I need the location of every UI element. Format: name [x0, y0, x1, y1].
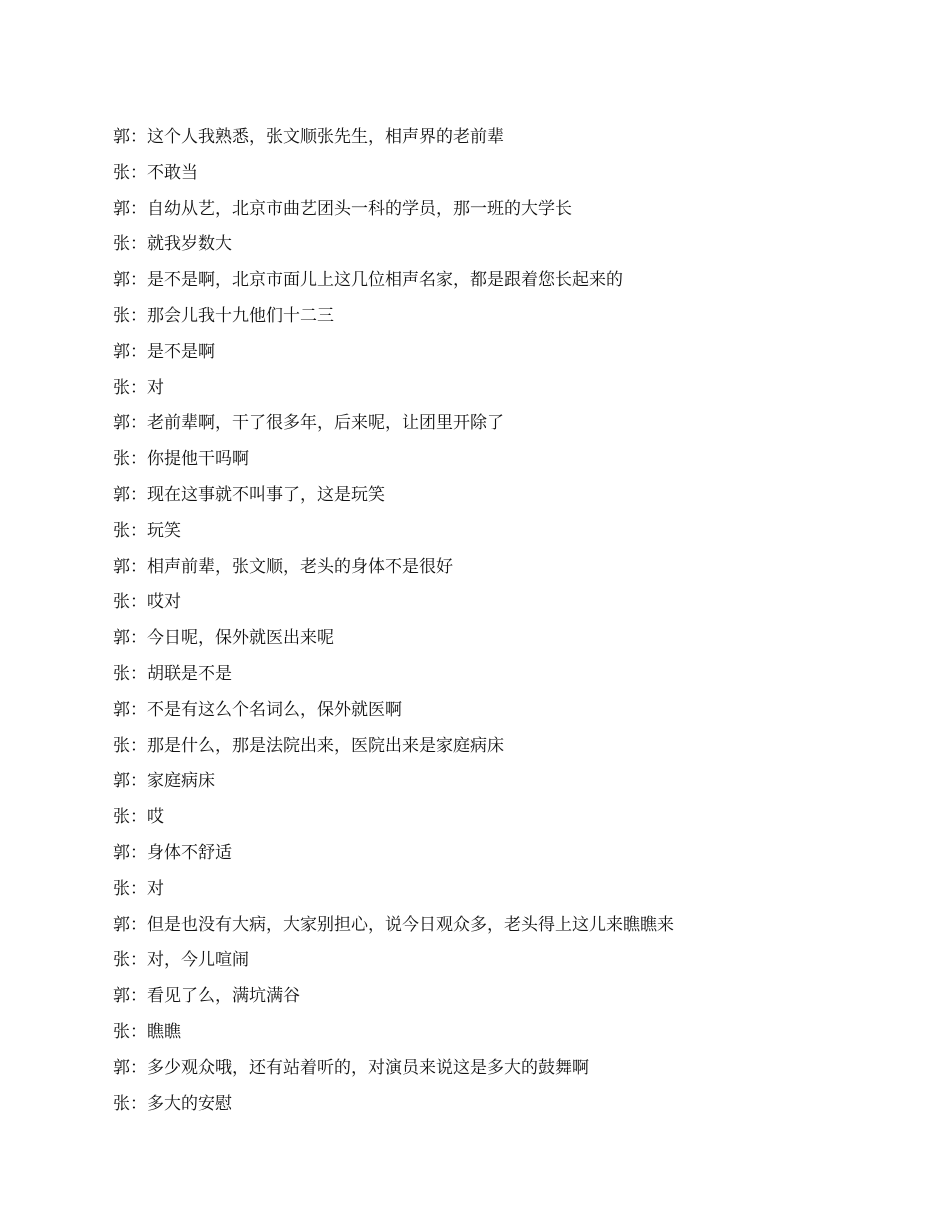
- dialogue-line: [113, 448, 893, 484]
- speaker-separator: ：: [130, 377, 147, 398]
- dialogue-line: [113, 591, 893, 627]
- speaker-separator: ：: [130, 520, 147, 541]
- dialogue-line: [113, 305, 893, 341]
- dialogue-line: [113, 663, 893, 699]
- dialogue-line: [113, 198, 893, 234]
- speaker-name: 郭: [113, 270, 130, 291]
- speaker-name: 郭: [113, 556, 130, 577]
- speaker-separator: ：: [130, 1021, 147, 1042]
- speaker-name: 张: [113, 162, 130, 183]
- speaker-separator: ：: [130, 305, 147, 326]
- speaker-name: 张: [113, 520, 130, 541]
- line-text: 那会儿我十九他们十二三: [147, 305, 334, 326]
- dialogue-line: [113, 269, 893, 305]
- line-text: 不是有这么个名词么，保外就医啊: [147, 699, 402, 720]
- line-text: 家庭病床: [147, 771, 215, 792]
- line-text: 看见了么，满坑满谷: [147, 986, 300, 1007]
- line-text: 自幼从艺，北京市曲艺团头一科的学员，那一班的大学长: [147, 198, 572, 219]
- line-text: 老前辈啊，干了很多年，后来呢，让团里开除了: [147, 413, 504, 434]
- speaker-separator: ：: [130, 556, 147, 577]
- line-text: 瞧瞧: [147, 1021, 181, 1042]
- speaker-name: 张: [113, 1021, 130, 1042]
- speaker-separator: ：: [130, 449, 147, 470]
- speaker-separator: ：: [130, 341, 147, 362]
- speaker-separator: ：: [130, 628, 147, 649]
- speaker-separator: ：: [130, 1093, 147, 1114]
- dialogue-line: [113, 878, 893, 914]
- line-text: 那是什么，那是法院出来，医院出来是家庭病床: [147, 735, 504, 756]
- speaker-separator: ：: [130, 484, 147, 505]
- dialogue-line: [113, 770, 893, 806]
- dialogue-line: [113, 377, 893, 413]
- speaker-separator: ：: [130, 771, 147, 792]
- line-text: 对: [147, 878, 164, 899]
- line-text: 多少观众哦，还有站着听的，对演员来说这是多大的鼓舞啊: [147, 1057, 589, 1078]
- speaker-name: 郭: [113, 842, 130, 863]
- line-text: 是不是啊: [147, 341, 215, 362]
- speaker-name: 郭: [113, 341, 130, 362]
- line-text: 玩笑: [147, 520, 181, 541]
- speaker-name: 郭: [113, 699, 130, 720]
- speaker-name: 郭: [113, 127, 130, 147]
- dialogue-line: [113, 1021, 893, 1057]
- speaker-separator: ：: [130, 986, 147, 1007]
- line-text: 哎: [147, 807, 164, 828]
- speaker-name: 郭: [113, 1057, 130, 1078]
- speaker-name: 张: [113, 663, 130, 684]
- dialogue-line: [113, 556, 893, 592]
- speaker-separator: ：: [130, 234, 147, 255]
- dialogue-line: [113, 1093, 893, 1129]
- speaker-name: 张: [113, 1093, 130, 1114]
- dialogue-line: [113, 341, 893, 377]
- dialogue-line: [113, 627, 893, 663]
- line-text: 这个人我熟悉，张文顺张先生，相声界的老前辈: [147, 127, 504, 147]
- line-text: 身体不舒适: [147, 842, 232, 863]
- speaker-name: 郭: [113, 986, 130, 1007]
- line-text: 哎对: [147, 592, 181, 613]
- speaker-separator: ：: [130, 127, 147, 147]
- line-text: 胡联是不是: [147, 663, 232, 684]
- speaker-name: 郭: [113, 198, 130, 219]
- speaker-separator: ：: [130, 878, 147, 899]
- speaker-separator: ：: [130, 592, 147, 613]
- dialogue-line: [113, 985, 893, 1021]
- speaker-name: 郭: [113, 628, 130, 649]
- line-text: 对，今儿喧闹: [147, 950, 249, 971]
- speaker-name: 张: [113, 592, 130, 613]
- speaker-name: 张: [113, 377, 130, 398]
- speaker-name: 郭: [113, 771, 130, 792]
- line-text: 不敢当: [147, 162, 198, 183]
- speaker-separator: ：: [130, 162, 147, 183]
- speaker-separator: ：: [130, 198, 147, 219]
- line-text: 但是也没有大病，大家别担心，说今日观众多，老头得上这儿来瞧瞧来: [147, 914, 674, 935]
- speaker-name: 张: [113, 807, 130, 828]
- speaker-separator: ：: [130, 663, 147, 684]
- dialogue-line: [113, 484, 893, 520]
- dialogue-transcript: [113, 126, 893, 1128]
- speaker-separator: ：: [130, 699, 147, 720]
- speaker-name: 张: [113, 950, 130, 971]
- speaker-name: 张: [113, 234, 130, 255]
- dialogue-line: [113, 735, 893, 771]
- speaker-separator: ：: [130, 914, 147, 935]
- dialogue-line: [113, 162, 893, 198]
- line-text: 多大的安慰: [147, 1093, 232, 1114]
- dialogue-line: [113, 949, 893, 985]
- speaker-name: 张: [113, 735, 130, 756]
- dialogue-line: [113, 520, 893, 556]
- speaker-name: 郭: [113, 413, 130, 434]
- dialogue-line: [113, 806, 893, 842]
- speaker-separator: ：: [130, 413, 147, 434]
- dialogue-line: [113, 412, 893, 448]
- speaker-separator: ：: [130, 807, 147, 828]
- speaker-separator: ：: [130, 842, 147, 863]
- dialogue-line: [113, 126, 893, 162]
- speaker-separator: ：: [130, 1057, 147, 1078]
- dialogue-line: [113, 1057, 893, 1093]
- dialogue-line: [113, 233, 893, 269]
- line-text: 今日呢，保外就医出来呢: [147, 628, 334, 649]
- speaker-separator: ：: [130, 270, 147, 291]
- line-text: 对: [147, 377, 164, 398]
- speaker-separator: ：: [130, 950, 147, 971]
- line-text: 你提他干吗啊: [147, 449, 249, 470]
- speaker-name: 郭: [113, 914, 130, 935]
- line-text: 是不是啊，北京市面儿上这几位相声名家，都是跟着您长起来的: [147, 270, 623, 291]
- speaker-separator: ：: [130, 735, 147, 756]
- line-text: 就我岁数大: [147, 234, 232, 255]
- line-text: 相声前辈，张文顺，老头的身体不是很好: [147, 556, 453, 577]
- speaker-name: 张: [113, 449, 130, 470]
- line-text: 现在这事就不叫事了，这是玩笑: [147, 484, 385, 505]
- dialogue-line: [113, 699, 893, 735]
- speaker-name: 张: [113, 878, 130, 899]
- dialogue-line: [113, 914, 893, 950]
- speaker-name: 张: [113, 305, 130, 326]
- speaker-name: 郭: [113, 484, 130, 505]
- dialogue-line: [113, 842, 893, 878]
